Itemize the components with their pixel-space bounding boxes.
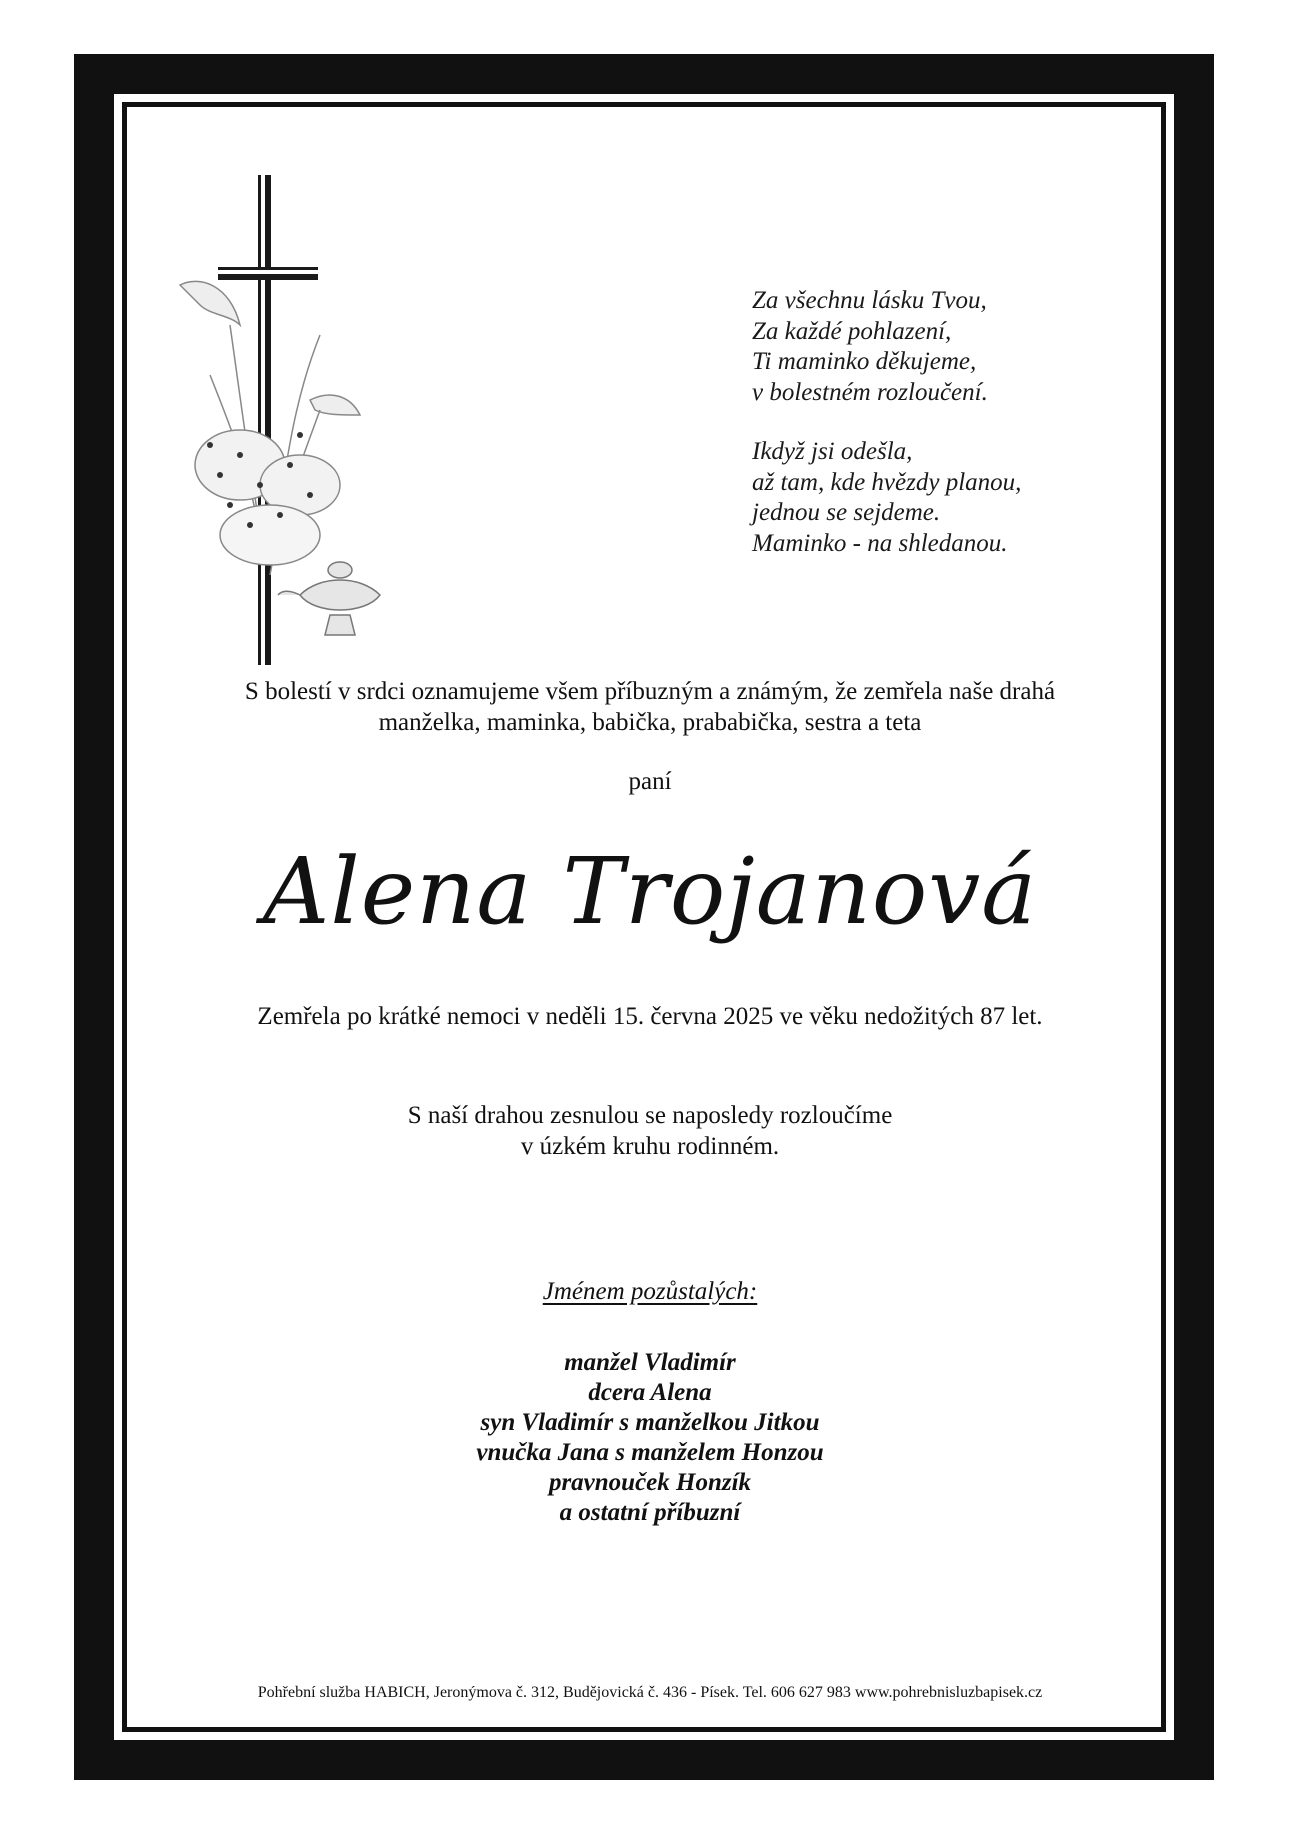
survivors-title: Jménem pozůstalých:	[542, 1278, 758, 1305]
poem-line: Za každé pohlazení,	[752, 317, 952, 345]
survivor-name: manžel Vladimír	[564, 1349, 736, 1376]
farewell-notice	[0, 1100, 1300, 1162]
poem-line: jednou se sejdeme.	[752, 499, 941, 526]
poem-line: Maminko - na shledanou.	[752, 529, 1008, 557]
poem-line: Ti maminko děkujeme,	[752, 348, 977, 375]
announcement-line-2: manželka, maminka, babička, prababička, sestra a teta	[378, 709, 922, 736]
funeral-service-footer: Pohřební služba HABICH, Jeronýmova č. 312, Budějovická č. 436 - Písek. Tel. 606 627 983 www.pohrebnisluzbapisek.cz	[257, 1684, 1043, 1701]
survivors-list	[0, 1348, 1300, 1528]
deceased-name: Alena Trojanová	[262, 838, 1038, 945]
poem-line: až tam, kde hvězdy planou,	[752, 468, 1022, 496]
survivor-name: dcera Alena	[588, 1379, 712, 1406]
poem	[752, 286, 1021, 559]
poem-stanza-1	[752, 286, 1021, 408]
poem-line: v bolestném rozloučení.	[752, 378, 988, 406]
poem-stanza-2	[752, 437, 1021, 559]
survivor-name: syn Vladimír s manželkou Jitkou	[480, 1409, 820, 1436]
oil-lamp-icon	[278, 562, 380, 635]
survivor-name: vnučka Jana s manželem Honzou	[476, 1439, 824, 1466]
farewell-line-1: S naší drahou zesnulou se naposledy rozloučíme	[407, 1102, 893, 1129]
survivor-name: pravnouček Honzík	[548, 1469, 752, 1496]
farewell-line-2: v úzkém kruhu rodinném.	[520, 1133, 780, 1160]
death-notice: Zemřela po krátké nemoci v neděli 15. června 2025 ve věku nedožitých 87 let.	[257, 1003, 1043, 1030]
announcement-line-1: S bolestí v srdci oznamujeme všem příbuzným a známým, že zemřela naše drahá	[244, 678, 1056, 705]
survivor-name: a ostatní příbuzní	[559, 1499, 741, 1526]
title-word: paní	[628, 768, 672, 795]
poem-line: Ikdyž jsi odešla,	[752, 438, 913, 465]
poem-line: Za všechnu lásku Tvou,	[752, 287, 987, 314]
cross-with-flowers-illustration	[170, 175, 410, 665]
announcement	[0, 676, 1300, 738]
